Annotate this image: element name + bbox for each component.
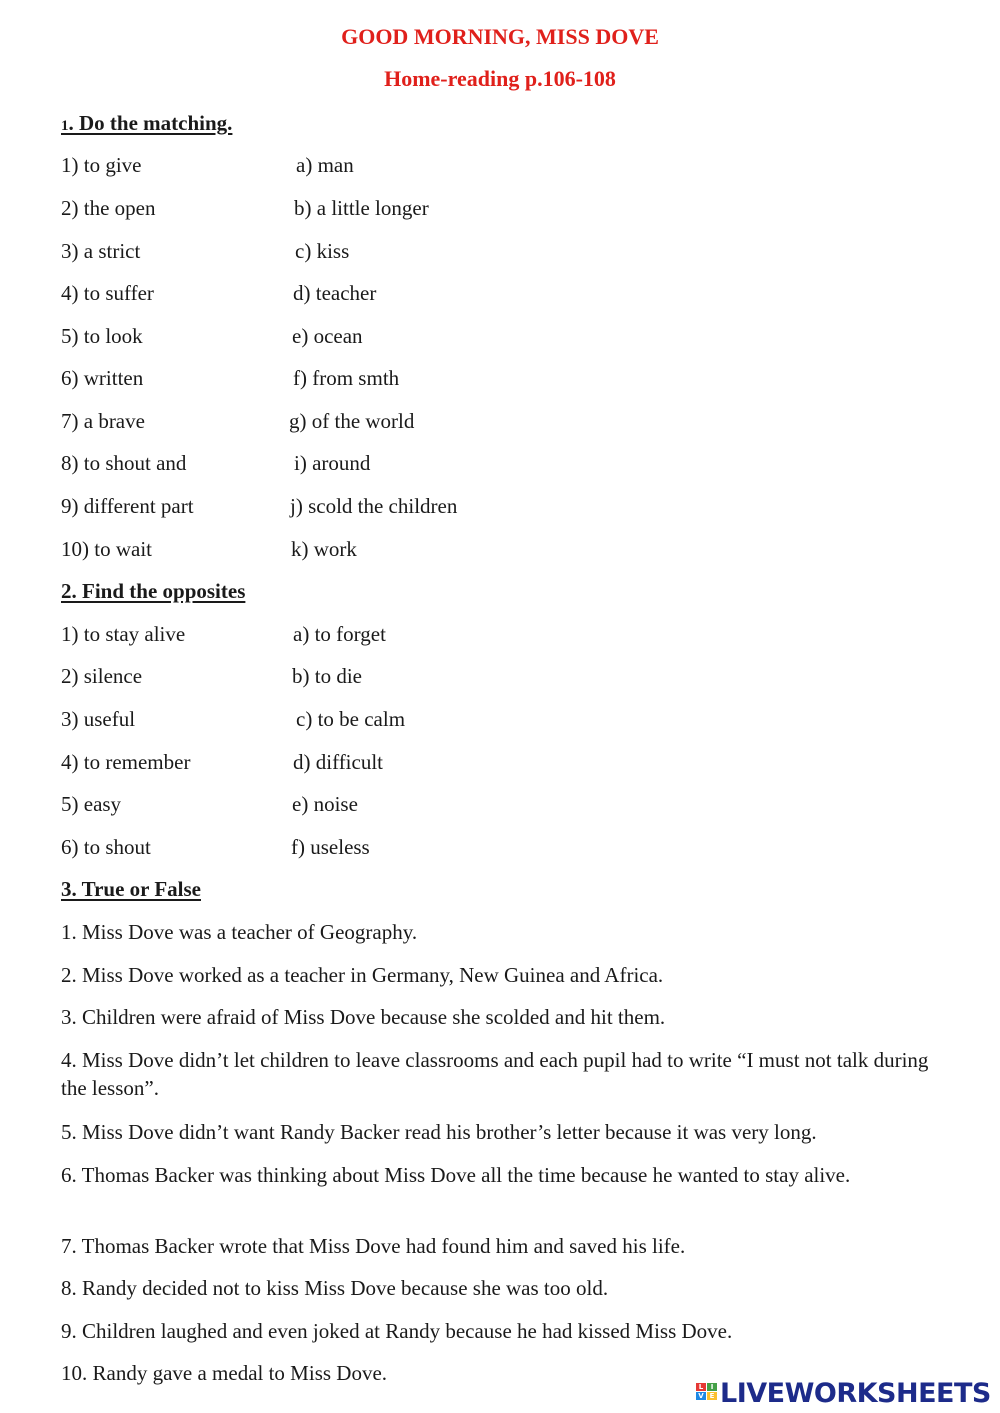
opposites-right: c) to be calm (296, 707, 406, 731)
matching-right: a) man (296, 153, 354, 177)
matching-right: j) scold the children (290, 494, 458, 518)
true-false-statement: 7. Thomas Backer wrote that Miss Dove had found him and saved his life. (61, 1234, 686, 1258)
true-false-statement: 2. Miss Dove worked as a teacher in Germany, New Guinea and Africa. (61, 963, 664, 987)
matching-left: 1) to give (61, 153, 142, 177)
matching-left: 2) the open (61, 196, 156, 220)
true-false-statement: 9. Children laughed and even joked at Randy because he had kissed Miss Dove. (61, 1319, 733, 1343)
true-false-statement: 3. Children were afraid of Miss Dove because she scolded and hit them. (61, 1005, 666, 1029)
matching-right: b) a little longer (294, 196, 429, 220)
logo-mark-letter: E (707, 1392, 717, 1400)
liveworksheets-logo (696, 1378, 991, 1410)
true-false-statement: 10. Randy gave a medal to Miss Dove. (61, 1361, 388, 1385)
logo-text: LIVEWORKSHEETS (720, 1378, 991, 1409)
true-false-statement: 4. Miss Dove didn’t let children to leave classrooms and each pupil had to write “I must not talk during the lesson”. (61, 1048, 929, 1100)
matching-left: 8) to shout and (61, 451, 187, 475)
opposites-left: 2) silence (61, 664, 143, 688)
matching-left: 3) a strict (61, 239, 141, 263)
section-1-number: 1 (61, 118, 69, 134)
opposites-right: f) useless (291, 835, 370, 859)
matching-left: 5) to look (61, 324, 143, 348)
opposites-left: 4) to remember (61, 750, 191, 774)
section-1-heading (61, 110, 232, 139)
true-false-statement: 5. Miss Dove didn’t want Randy Backer read his brother’s letter because it was very long. (61, 1120, 817, 1144)
opposites-right: a) to forget (293, 622, 386, 646)
true-false-statement: 8. Randy decided not to kiss Miss Dove because she was too old. (61, 1276, 609, 1300)
opposites-right: d) difficult (293, 750, 384, 774)
section-3-heading: 3. True or False (61, 877, 201, 901)
matching-right: d) teacher (293, 281, 377, 305)
opposites-left: 3) useful (61, 707, 136, 731)
section-2-heading: 2. Find the opposites (61, 579, 246, 603)
logo-mark-letter: L (696, 1383, 706, 1391)
logo-mark-icon (696, 1380, 718, 1408)
matching-left: 9) different part (61, 494, 194, 518)
matching-right: i) around (294, 451, 371, 475)
matching-right: e) ocean (292, 324, 363, 348)
true-false-statement: 1. Miss Dove was a teacher of Geography. (61, 920, 418, 944)
opposites-left: 6) to shout (61, 835, 151, 859)
opposites-right: b) to die (292, 664, 362, 688)
page-subtitle: Home-reading p.106-108 (384, 66, 616, 91)
section-1-heading-text: . Do the matching. (68, 111, 233, 135)
page-title: GOOD MORNING, MISS DOVE (341, 24, 659, 49)
logo-mark-letter: V (696, 1392, 706, 1400)
opposites-left: 5) easy (61, 792, 122, 816)
opposites-left: 1) to stay alive (61, 622, 186, 646)
logo-mark-letter: I (707, 1383, 717, 1391)
matching-right: k) work (291, 537, 357, 561)
true-false-statement: 6. Thomas Backer was thinking about Miss Dove all the time because he wanted to stay alive. (61, 1163, 851, 1187)
matching-left: 6) written (61, 366, 144, 390)
opposites-right: e) noise (292, 792, 358, 816)
matching-right: f) from smth (293, 366, 400, 390)
matching-left: 4) to suffer (61, 281, 154, 305)
matching-left: 10) to wait (61, 537, 152, 561)
matching-left: 7) a brave (61, 409, 145, 433)
matching-right: g) of the world (289, 409, 415, 433)
matching-right: c) kiss (295, 239, 350, 263)
